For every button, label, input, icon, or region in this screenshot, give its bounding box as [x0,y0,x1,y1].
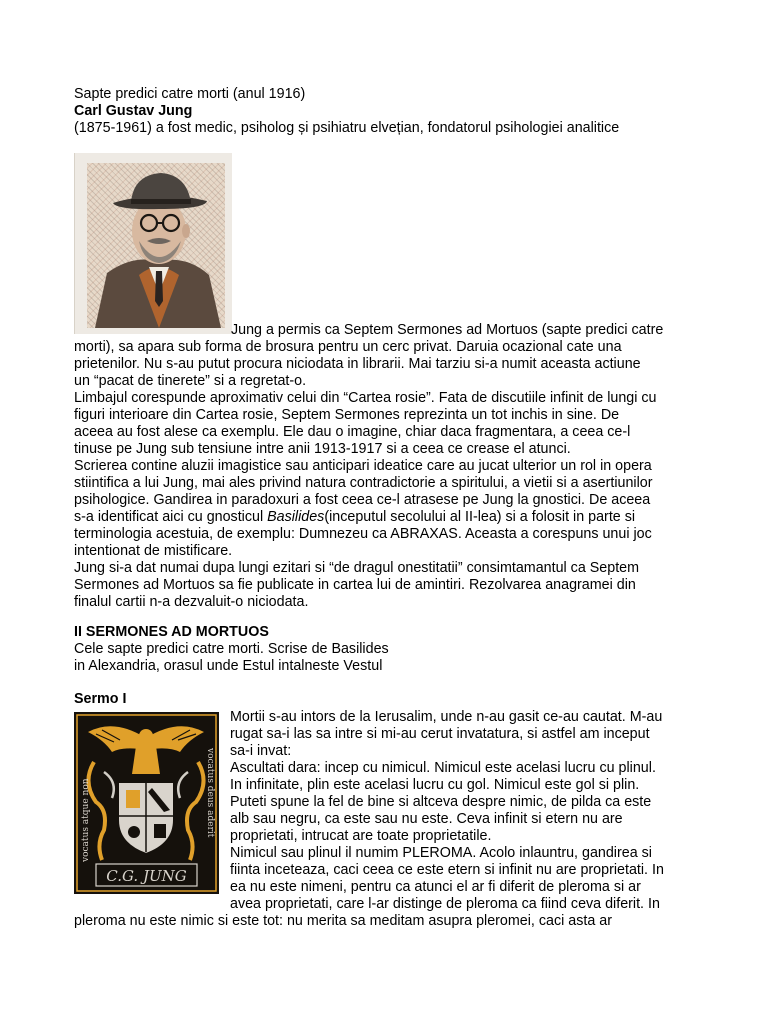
sermo-line: In infinitate, plin este acelasi lucru cu gol. Nimicul este gol si plin. [230,777,640,793]
sermo-line: Mortii s-au intors de la Ierusalim, unde n-au gasit ce-au cautat. M-au [230,709,663,725]
sermo-line: ea nu este nimeni, pentru ca atunci el ar fi diferit de pleroma si ar [230,879,641,895]
sermo-last-line: pleroma nu este nimic si este tot: nu merita sa meditam asupra pleromei, caci asta ar [74,913,612,929]
intro-line: figuri interioare din Cartea rosie, Septem Sermones reprezinta un tot inchis in sine. De [74,407,620,423]
intro-line: un “pacat de tinerete” si a regretat-o. [74,373,307,389]
sermo-line: Ascultati dara: incep cu nimicul. Nimicul este acelasi lucru cu plinul. [230,760,656,776]
intro-line: morti), sa apara sub forma de brosura pentru un cerc privat. Daruia ocazional cate una [74,339,622,355]
sermo-line: fiinta inceteaza, caci ceea ce este etern si infinit nu are proprietati. In [230,862,664,878]
sermo-line: Puteti spune la fel de bine si altceva despre nimic, de pilda ca este [230,794,652,810]
intro-line: Jung si-a dat numai dupa lungi ezitari si “de dragul onestitatii” consimtamantul ca Septem [74,560,640,576]
intro-line: finalul cartii n-a dezvaluit-o niciodata. [74,594,309,610]
intro-line: intentionat de mistificare. [74,543,233,559]
intro-line-basilides [74,509,724,526]
sermo-heading: Sermo I [74,691,127,707]
jung-bookplate-image [74,712,219,894]
author-name: Carl Gustav Jung [74,103,193,119]
sermo-line: alb sau negru, ca este sau nu este. Ceva infinit si etern nu are [230,811,623,827]
intro-line: Sermones ad Mortuos sa fie publicate in cartea lui de amintiri. Rezolvarea anagramei din [74,577,636,593]
intro-body [74,339,724,611]
jung-portrait-image [74,153,232,334]
sermo-line: Nimicul sau plinul il numim PLEROMA. Acolo inlauntru, gandirea si [230,845,652,861]
sermo-line: proprietati, intrucat are toate proprietatile. [230,828,492,844]
author-bio: (1875-1961) a fost medic, psiholog și psihiatru elvețian, fondatorul psihologiei analitice [74,120,620,136]
intro-line: aceea au fost alese ca exemplu. Ele dau o imagine, chiar daca fragmentara, a ceea ce-l [74,424,631,440]
section-subtitle: Cele sapte predici catre morti. Scrise de Basilides [74,641,389,657]
intro-line: tinuse pe Jung sub tensiune intre anii 1913-1917 si a ceea ce crease el atunci. [74,441,571,457]
basilides-post-text: (inceputul secolului al II-lea) si a folosit in parte si [324,509,636,525]
bookplate-name: C.G. JUNG [106,867,187,885]
basilides-pre-text: s-a identificat aici cu gnosticul [74,509,268,525]
intro-first-line: Jung a permis ca Septem Sermones ad Mortuos (sapte predici catre [231,322,664,338]
intro-line: prietenilor. Nu s-au putut procura niciodata in librarii. Mai tarziu si-a numit aceasta actiune [74,356,641,372]
bookplate-motto-right: vocatus deus aderit [205,748,215,838]
intro-line: terminologia acestuia, de exemplu: Dumnezeu ca ABRAXAS. Aceasta a corespuns unui joc [74,526,652,542]
sermo-body [230,709,720,913]
basilides-name: Basilides [267,509,325,525]
intro-line: psihologice. Gandirea in paradoxuri a fost ceea ce-l atrasese pe Jung la gnostici. De aceea [74,492,651,508]
intro-line: Limbajul corespunde aproximativ celui din “Cartea rosie”. Fata de discutiile infinit de lungi cu [74,390,657,406]
sermo-line: rugat sa-i las sa intre si mi-au cerut invatatura, si astfel am inceput [230,726,650,742]
intro-line: Scrierea contine aluzii imagistice sau anticipari ideatice care au jucat ulterior un rol in opera [74,458,652,474]
bookplate-motto-left: vocatus atque non [81,778,91,862]
document-title-line: Sapte predici catre morti (anul 1916) [74,86,306,102]
sermo-line: sa-i invat: [230,743,292,759]
intro-line: stiintifica a lui Jung, mai ales privind natura contradictorie a spiritului, a vietii si a asertiunilor [74,475,653,491]
section-heading: II SERMONES AD MORTUOS [74,624,269,640]
sermo-line: avea proprietati, care l-ar distinge de pleroma ca fiind ceva diferit. In [230,896,660,912]
section-subtitle: in Alexandria, orasul unde Estul intalneste Vestul [74,658,383,674]
